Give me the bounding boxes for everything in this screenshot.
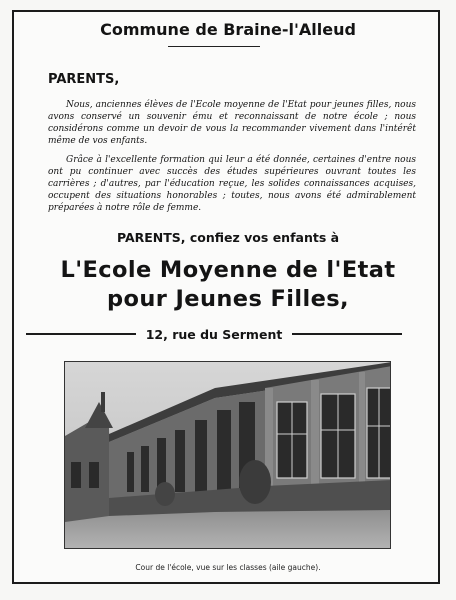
school-name-line-2: pour Jeunes Filles, [107,286,349,312]
address-rule-left [26,333,136,335]
photo-caption: Cour de l'école, vue sur les classes (aile gauche). [135,563,321,572]
appeal-line: PARENTS, confiez vos enfants à [116,230,340,245]
address-rule-right [292,333,402,335]
school-name-line-1: L'Ecole Moyenne de l'Etat [60,257,396,283]
heading-underline [168,46,260,47]
address-text: 12, rue du Serment [145,326,283,342]
school-courtyard-photo [64,361,391,549]
address-row [26,326,402,342]
letter-paragraph-2: Grâce à l'excellente formation qui leur a été donnée, certaines d'entre nous ont pu continuer avec succès des études supérieures ouvrant toutes les carrières ; d'autres, par l'éducation reçue, les solides connaissances acquises, occupent des situations honorables ; toutes, nous avons été admirablement préparées à notre rôle de femme. [48,155,416,213]
salutation: PARENTS, [48,72,120,87]
courtyard-photo-illustration [65,362,391,549]
letter-paragraph-1: Nous, anciennes élèves de l'Ecole moyenne de l'Etat pour jeunes filles, nous avons conservé un souvenir ému et reconnaissant de notre école ; nous considérons comme un devoir de vous la recommander vivement dans l'intérêt même de vos enfants. [48,100,416,146]
commune-heading: Commune de Braine-l'Alleud [100,20,356,39]
